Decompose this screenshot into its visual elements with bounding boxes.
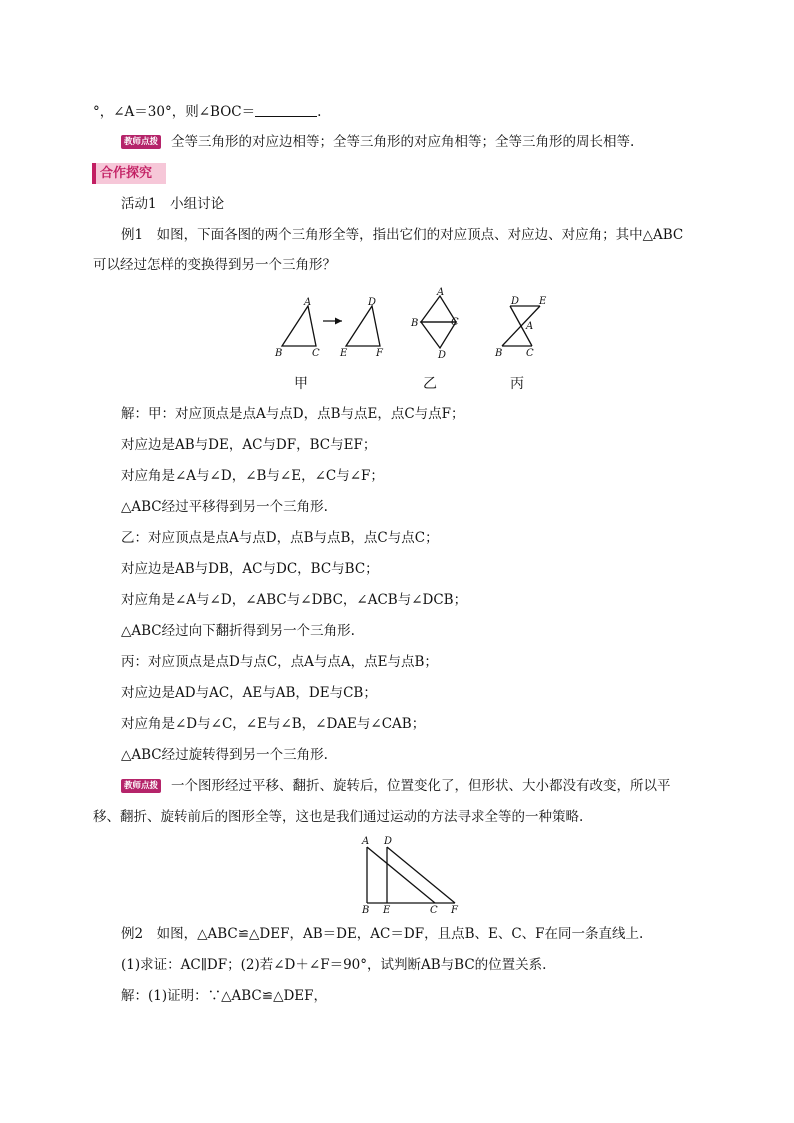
answer-blank [255, 104, 317, 117]
solution-line: 丙：对应顶点是点D与点C，点A与点A，点E与点B； [121, 654, 438, 670]
label-E: E [383, 905, 391, 916]
figure-bing [490, 294, 550, 364]
solution-line: 对应角是∠A与∠D，∠B与∠E，∠C与∠F； [121, 468, 384, 484]
label-D: D [384, 836, 393, 847]
label-B: B [495, 348, 503, 359]
label-C: C [526, 348, 534, 359]
figure-example2 [355, 833, 465, 918]
activity-title: 活动1 小组讨论 [121, 196, 225, 212]
label-D: D [511, 296, 520, 307]
example1-line1: 例1 如图，下面各图的两个三角形全等，指出它们的对应顶点、对应边、对应角；其中△ABC [121, 227, 684, 243]
label-E: E [340, 348, 348, 359]
example1-line2: 可以经过怎样的变换得到另一个三角形？ [93, 257, 336, 273]
label-E: E [539, 296, 547, 307]
label-A: A [362, 836, 370, 847]
label-B: B [411, 318, 419, 329]
label-A: A [437, 287, 445, 298]
solution-line: △ABC经过向下翻折得到另一个三角形. [121, 623, 355, 639]
label-C: C [451, 317, 459, 328]
example2-line2: (1)求证：AC∥DF；(2)若∠D＋∠F＝90°，试判断AB与BC的位置关系. [121, 957, 547, 973]
label-A: A [526, 321, 534, 332]
solution-line: 对应角是∠A与∠D，∠ABC与∠DBC，∠ACB与∠DCB； [121, 592, 468, 608]
teacher-note-2 [121, 777, 671, 795]
section-header [92, 163, 166, 184]
caption-bing: 丙 [510, 376, 524, 392]
label-D: D [438, 350, 447, 361]
solution-line: 对应边是AD与AC，AE与AB，DE与CB； [121, 685, 377, 701]
label-B: B [362, 905, 370, 916]
teacher-note-1 [121, 133, 634, 151]
figure-jia [270, 296, 390, 366]
solution-line: 对应边是AB与DB，AC与DC，BC与BC； [121, 561, 379, 577]
solution-line: 对应角是∠D与∠C，∠E与∠B，∠DAE与∠CAB； [121, 716, 426, 732]
figure-yi [405, 286, 465, 366]
teacher-tip-badge: 教师点拨 [121, 135, 161, 149]
example2-line3: 解：(1)证明：∵△ABC≌△DEF， [121, 988, 327, 1004]
solution-line: △ABC经过旋转得到另一个三角形. [121, 747, 328, 763]
label-B: B [275, 348, 283, 359]
top-line-suffix: . [317, 104, 322, 120]
caption-jia: 甲 [294, 376, 308, 392]
section-title: 合作探究 [100, 166, 153, 181]
label-C: C [430, 905, 438, 916]
label-A: A [304, 297, 312, 308]
solution-line: △ABC经过平移得到另一个三角形. [121, 499, 328, 515]
label-F: F [376, 348, 383, 359]
teacher-note-line2: 移、翻折、旋转前后的图形全等，这也是我们通过运动的方法寻求全等的一种策略. [93, 809, 584, 825]
label-D: D [368, 297, 377, 308]
teacher-tip-badge: 教师点拨 [121, 779, 161, 793]
solution-line: 解：甲：对应顶点是点A与点D，点B与点E，点C与点F； [121, 406, 465, 422]
label-C: C [312, 348, 320, 359]
solution-line: 乙：对应顶点是点A与点D，点B与点B，点C与点C； [121, 530, 439, 546]
caption-yi: 乙 [423, 376, 437, 392]
label-F: F [451, 905, 458, 916]
top-line-prefix: °，∠A＝30°，则∠BOC＝ [93, 104, 256, 120]
example2-line1: 例2 如图，△ABC≌△DEF，AB＝DE，AC＝DF，且点B、E、C、F在同一条直线上. [121, 926, 644, 942]
solution-line: 对应边是AB与DE，AC与DF，BC与EF； [121, 437, 377, 453]
teacher-note-line1: 一个图形经过平移、翻折、旋转后，位置变化了，但形状、大小都没有改变，所以平 [171, 778, 671, 794]
teacher-note-text: 全等三角形的对应边相等；全等三角形的对应角相等；全等三角形的周长相等. [171, 134, 635, 150]
top-line [93, 103, 321, 121]
